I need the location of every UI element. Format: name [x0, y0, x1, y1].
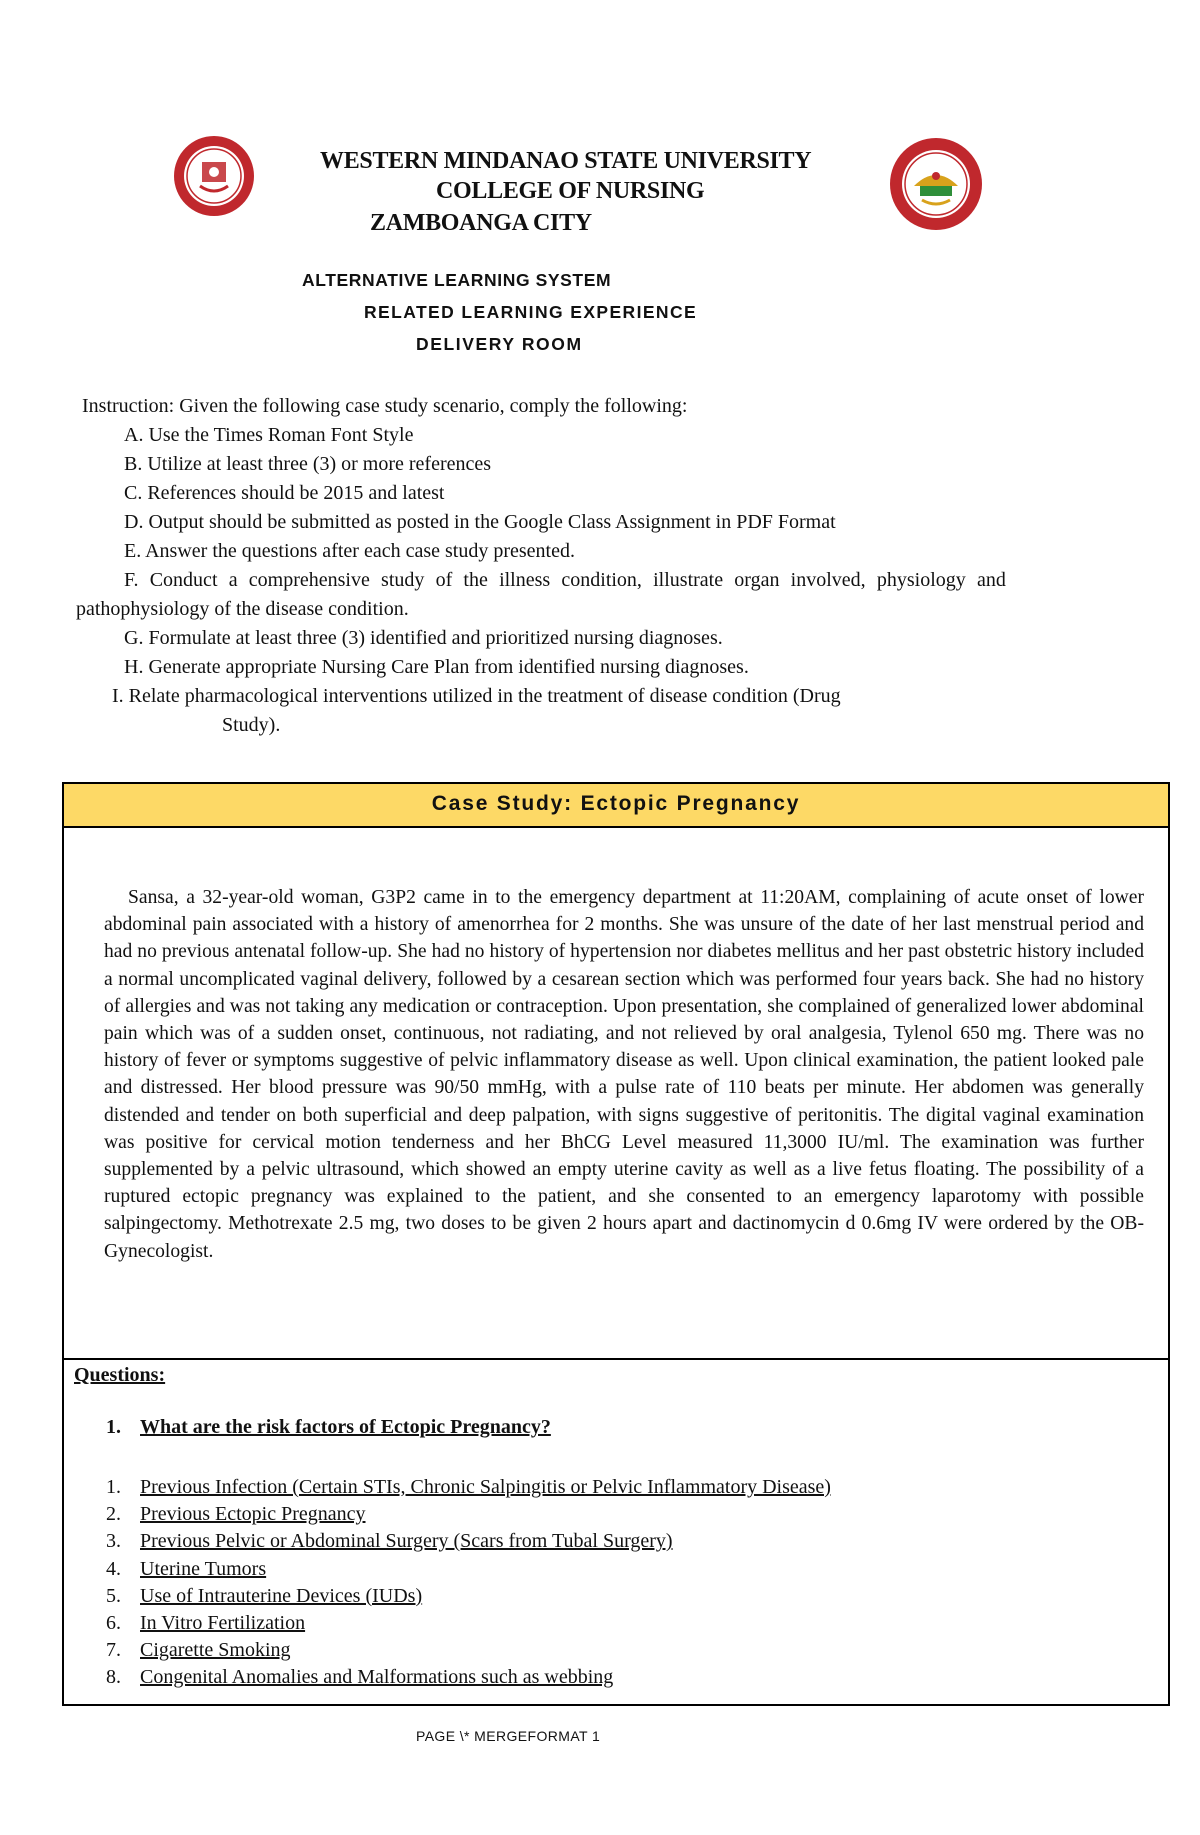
list-item	[106, 1610, 831, 1637]
question-1	[106, 1416, 551, 1439]
list-text: Previous Pelvic or Abdominal Surgery (Scars from Tubal Surgery)	[140, 1530, 673, 1553]
experience-title: RELATED LEARNING EXPERIENCE	[364, 302, 698, 322]
instruction-item: F. Conduct a comprehensive study of the illness condition, illustrate organ involved, physiology and	[124, 569, 1006, 591]
risk-factor-list	[106, 1474, 831, 1692]
list-number: 6.	[106, 1612, 121, 1635]
instruction-item: E. Answer the questions after each case study presented.	[124, 540, 575, 562]
list-item	[106, 1583, 831, 1610]
case-study-title: Case Study: Ectopic Pregnancy	[431, 792, 801, 815]
questions-heading: Questions:	[74, 1364, 166, 1386]
case-study-paragraph: Sansa, a 32-year-old woman, G3P2 came in to the emergency department at 11:20AM, complaining of acute onset of lower abdominal pain associated with a history of amenorrhea for 2 months. She was unsure of the date of her last menstrual period and had no previous antenatal follow-up. She had no history of hypertension nor diabetes mellitus and her past obstetric history included a normal uncomplicated vaginal delivery, followed by a cesarean section which was performed four years back. She had no history of allergies and was not taking any medication or contraception. Upon presentation, she complained of generalized lower abdominal pain which was of a sudden onset, continuous, not radiating, and not relieved by oral analgesia, Tylenol 650 mg. There was no history of fever or symptoms suggestive of pelvic inflammatory disease as well. Upon clinical examination, the patient looked pale and distressed. Her blood pressure was 90/50 mmHg, with a pulse rate of 110 beats per minute. Her abdomen was generally distended and tender on both superficial and deep palpation, with signs suggestive of peritonitis. The digital vaginal examination was positive for cervical motion tenderness and her BhCG Level measured 11,3000 IU/ml. The examination was further supplemented by a pelvic ultrasound, which showed an empty uterine cavity as well as a live fetus floating. The possibility of a ruptured ectopic pregnancy was explained to the patient, and she consented to an emergency laparotomy with possible salpingectomy. Methotrexate 2.5 mg, two doses to be given 2 hours apart and dactinomycin d 0.6mg IV were ordered by the OB-Gynecologist.	[104, 887, 1144, 1262]
list-number: 7.	[106, 1639, 121, 1662]
list-text: Congenital Anomalies and Malformations such as webbing	[140, 1666, 614, 1689]
instruction-title: Instruction: Given the following case study scenario, comply the following:	[82, 395, 688, 417]
city-name: ZAMBOANGA CITY	[370, 210, 592, 236]
question-number: 1.	[106, 1416, 121, 1438]
list-number: 2.	[106, 1503, 121, 1526]
instruction-item: I. Relate pharmacological interventions utilized in the treatment of disease condition (Drug	[112, 685, 841, 707]
list-text: Use of Intrauterine Devices (IUDs)	[140, 1584, 423, 1607]
list-text: Previous Ectopic Pregnancy	[140, 1503, 366, 1526]
case-study-table	[62, 782, 1170, 1706]
list-text: Cigarette Smoking	[140, 1639, 291, 1662]
list-text: Uterine Tumors	[140, 1557, 267, 1580]
list-item	[106, 1556, 831, 1583]
college-seal-right	[886, 134, 986, 234]
instruction-item: H. Generate appropriate Nursing Care Plan from identified nursing diagnoses.	[124, 656, 749, 678]
list-item	[106, 1501, 831, 1528]
list-item	[106, 1528, 831, 1555]
instruction-item-continued: pathophysiology of the disease condition.	[76, 598, 409, 620]
list-number: 8.	[106, 1666, 121, 1689]
instruction-item: D. Output should be submitted as posted in the Google Class Assignment in PDF Format	[124, 511, 836, 533]
case-study-body	[104, 884, 1144, 1265]
area-title: DELIVERY ROOM	[416, 334, 583, 354]
list-text: Previous Infection (Certain STIs, Chronic Salpingitis or Pelvic Inflammatory Disease)	[140, 1476, 831, 1498]
list-number: 3.	[106, 1530, 121, 1553]
question-text: What are the risk factors of Ectopic Pregnancy?	[140, 1416, 551, 1438]
instruction-item: B. Utilize at least three (3) or more references	[124, 453, 492, 475]
table-divider	[64, 1358, 1168, 1360]
list-item	[106, 1664, 831, 1691]
page-footer: PAGE \* MERGEFORMAT 1	[416, 1728, 601, 1744]
instruction-item: C. References should be 2015 and latest	[124, 482, 445, 504]
list-item	[106, 1474, 831, 1501]
list-text: In Vitro Fertilization	[140, 1612, 306, 1635]
list-item	[106, 1637, 831, 1664]
university-name: WESTERN MINDANAO STATE UNIVERSITY	[320, 148, 812, 174]
instruction-item: A. Use the Times Roman Font Style	[124, 424, 414, 446]
instruction-item-continued: Study).	[222, 714, 281, 736]
list-number: 1.	[106, 1476, 121, 1498]
case-study-title-bar	[64, 784, 1168, 828]
university-seal-left	[172, 134, 256, 218]
instruction-item: G. Formulate at least three (3) identified and prioritized nursing diagnoses.	[124, 627, 723, 649]
college-name: COLLEGE OF NURSING	[436, 178, 705, 204]
program-title: ALTERNATIVE LEARNING SYSTEM	[302, 270, 612, 290]
list-number: 5.	[106, 1584, 121, 1607]
list-number: 4.	[106, 1557, 121, 1580]
